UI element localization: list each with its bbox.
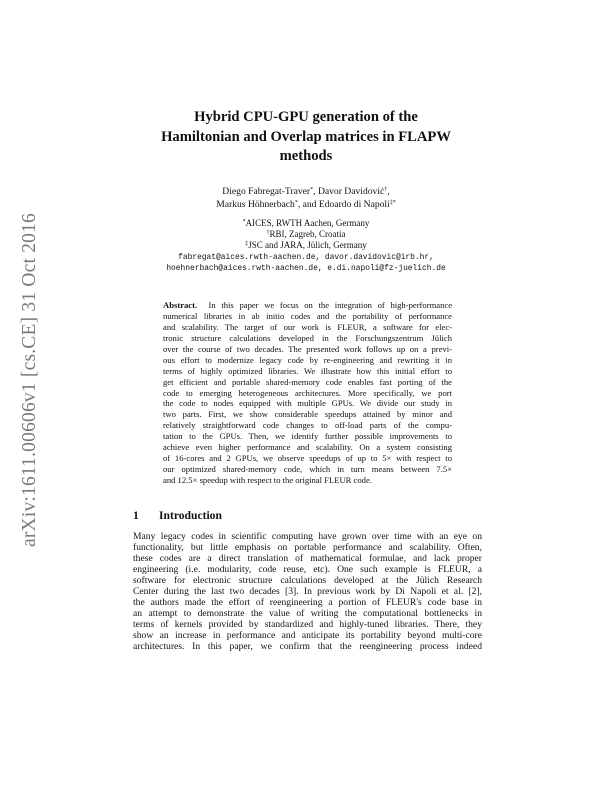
abstract-line: code to emerging heterogeneous architectures. More specifically, we port (163, 387, 452, 398)
abstract-line: numerical libraries in ab initio codes and the portability of performance (163, 310, 452, 321)
affiliation-mark: ‡ (245, 241, 249, 248)
abstract-line: ous effort to modernize legacy code by re-engineering and rewriting it in (163, 354, 452, 365)
author-affiliation-mark: ‡* (389, 200, 396, 206)
author-affiliation-mark: † (384, 187, 388, 193)
abstract (163, 300, 452, 486)
email-line: fabregat@aices.rwth-aachen.de, davor.davidovic@irb.hr, (178, 253, 434, 262)
abstract-line: over the course of two decades. The presented work follows up on a previ- (163, 343, 452, 354)
author-list (120, 185, 492, 211)
body-line: architectures. In this paper, we confirm that the reengineering process indeed (133, 641, 482, 653)
abstract-line-text: In this paper we focus on the integration of high-performance (208, 300, 453, 310)
body-text (133, 531, 482, 653)
author-name: Edoardo di Napoli (318, 199, 390, 210)
author-line (120, 198, 492, 211)
affiliation-text: AICES, RWTH Aachen, Germany (245, 218, 370, 228)
author-affiliation-mark: * (294, 200, 298, 206)
abstract-line: our optimized shared-memory code, which in turn means between 7.5× (163, 464, 452, 475)
author-name: Davor Davidović (317, 186, 385, 197)
body-line: Many legacy codes in scientific computing have grown over time with an eye on (133, 531, 482, 542)
abstract-line (163, 300, 452, 311)
author-separator: , and (297, 199, 319, 210)
body-line: engineering (i.e. modularity, code reuse, etc). One such example is FLEUR, a (133, 564, 482, 576)
abstract-line: tronic structure calculations developed in the Forschungszentrum Jülich (163, 332, 452, 343)
affiliation-list (120, 218, 492, 252)
affiliation-mark: * (242, 219, 246, 225)
paper-title (100, 108, 512, 167)
section-number: 1 (133, 509, 139, 522)
author-line (120, 185, 492, 198)
abstract-line: of 16-cores and 2 GPUs, we observe speedups of up to 5× with respect to (163, 453, 452, 464)
abstract-line: achieve even higher performance and scalability. On a system consisting (163, 442, 452, 453)
body-line: functionality, but little emphasis on portable performance and scalability. Often, (133, 542, 482, 554)
abstract-line: tation to the GPUs. Then, we identify further possible improvements to (163, 431, 452, 442)
email-list (120, 252, 492, 274)
affiliation (120, 229, 492, 240)
affiliation-text: RBI, Zagreb, Croatia (269, 229, 346, 240)
abstract-line: and scalability. The target of our work is FLEUR, a software for elec- (163, 321, 452, 332)
author-separator: , (387, 186, 390, 197)
author-affiliation-mark: * (310, 187, 314, 193)
title-line: methods (279, 148, 333, 164)
abstract-line: get efficient and portable shared-memory code enables fast porting of the (163, 376, 452, 387)
abstract-line: relatively straightforward code changes to off-load parts of the compu- (163, 420, 452, 431)
body-line: the authors made the effort of reengineering a portion of FLEUR's code base in (133, 597, 482, 609)
body-line: software for electronic structure calculations developed at the Jülich Research (133, 575, 482, 587)
affiliation-text: JSC and JARA, Jülich, Germany (248, 240, 367, 251)
arxiv-identifier-stamp (10, 180, 50, 580)
author-name: Markus Höhnerbach (216, 199, 295, 210)
section-title: Introduction (159, 509, 222, 522)
body-line: terms of kernels provided by standardized and highly-tuned libraries. There, they (133, 619, 482, 631)
abstract-line: two parts. First, we show considerable speedups attained by minor and (163, 409, 452, 420)
email-line: hoehnerbach@aices.rwth-aachen.de, e.di.napoli@fz-juelich.de (166, 264, 446, 274)
title-line: Hamiltonian and Overlap matrices in FLAPW (161, 128, 451, 145)
abstract-line: and 12.5× speedup with respect to the original FLEUR code. (163, 475, 372, 485)
abstract-label: Abstract. (163, 300, 198, 310)
arxiv-identifier-text: arXiv:1611.00606v1 [cs.CE] 31 Oct 2016 (19, 213, 40, 547)
body-line: Center during the last two decades [3]. In previous work by Di Napoli et al. [2], (133, 586, 482, 598)
abstract-line: the code to nodes equipped with multiple GPUs. We divide our study in (163, 398, 452, 409)
affiliation (120, 240, 492, 251)
body-line: these codes are a direct translation of mathematical formulae, and lack proper (133, 553, 482, 565)
body-line: an attempt to demonstrate the value of writing the computational bottlenecks in (133, 608, 482, 620)
section-heading (133, 509, 222, 522)
title-line: Hybrid CPU-GPU generation of the (194, 109, 418, 125)
abstract-line: terms of highly optimized libraries. We illustrate how this initial effort to (163, 365, 452, 376)
author-separator: , (313, 186, 318, 197)
author-name: Diego Fabregat-Traver (222, 186, 311, 197)
affiliation (120, 218, 492, 229)
affiliation-mark: † (266, 230, 270, 237)
body-line: show an increase in performance and anticipate its portability beyond multi-core (133, 630, 482, 642)
